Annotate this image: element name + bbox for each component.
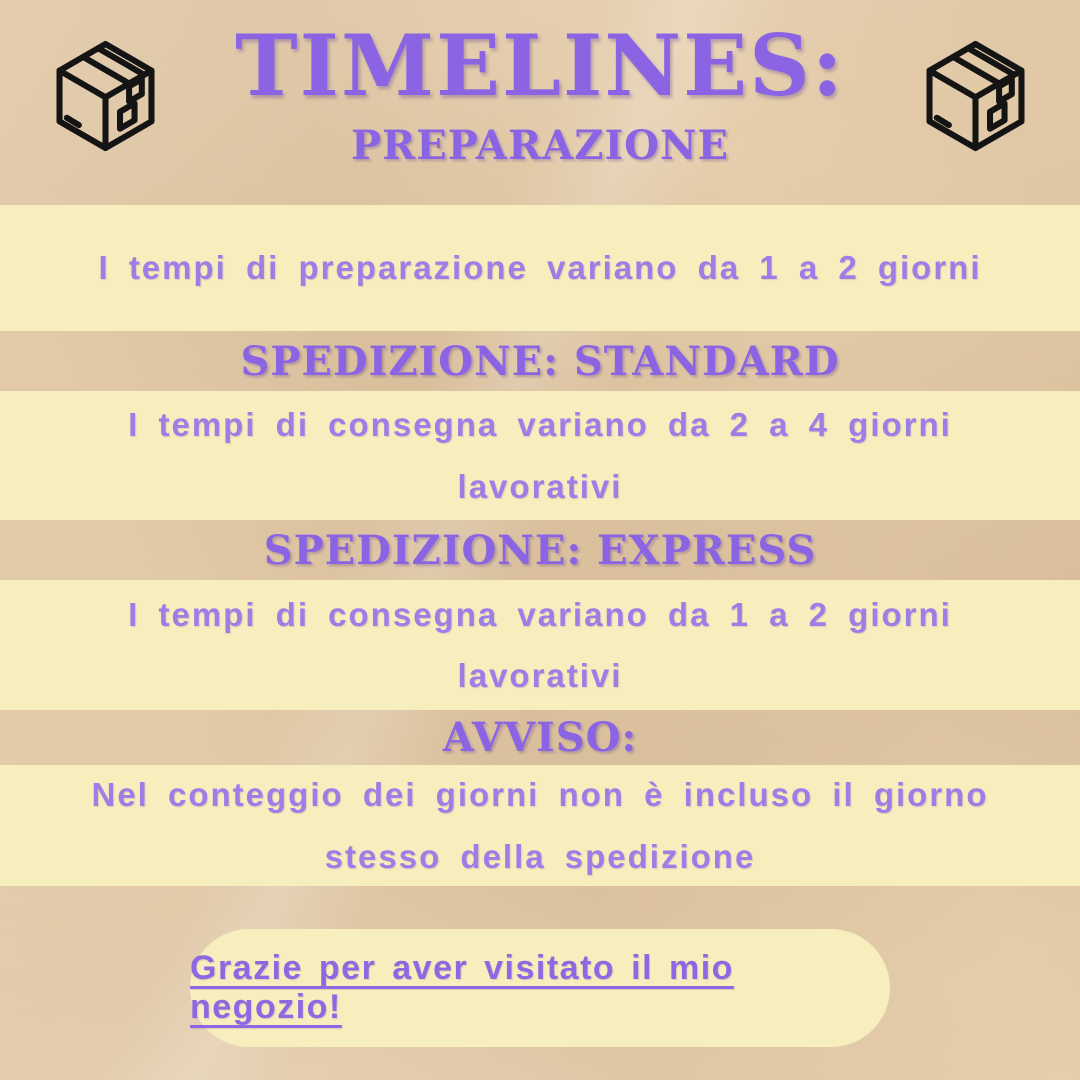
avviso-body-text: Nel conteggio dei giorni non è incluso il giorno stesso della spedizione [91,776,989,875]
thank-you-pill [190,929,890,1047]
preparazione-body-text: I tempi di preparazione variano da 1 a 2 giorni [98,249,982,287]
section-standard-heading-band [0,331,1080,391]
section-avviso-body-band [0,765,1080,886]
package-box-icon [45,33,166,159]
section-heading-spedizione-express: SPEDIZIONE: EXPRESS [263,526,817,574]
section-standard-body-band [0,391,1080,520]
section-heading-spedizione-standard: SPEDIZIONE: STANDARD [240,337,840,385]
thank-you-message: Grazie per aver visitato il mio negozio! [190,949,734,1026]
page-title: TIMELINES: [235,16,845,115]
section-heading-preparazione: PREPARAZIONE [350,122,730,169]
section-preparazione-body-band [0,205,1080,331]
spedizione-express-body-text: I tempi di consegna variano da 1 a 2 giorni lavorativi [128,595,952,694]
section-express-body-band [0,580,1080,710]
section-avviso-heading-band [0,710,1080,765]
footer-section [0,886,1080,1080]
section-heading-avviso: AVVISO: [442,714,638,761]
package-box-icon [915,33,1036,159]
section-express-heading-band [0,520,1080,580]
header-section [0,0,1080,205]
spedizione-standard-body-text: I tempi di consegna variano da 2 a 4 giorni lavorativi [128,406,952,505]
